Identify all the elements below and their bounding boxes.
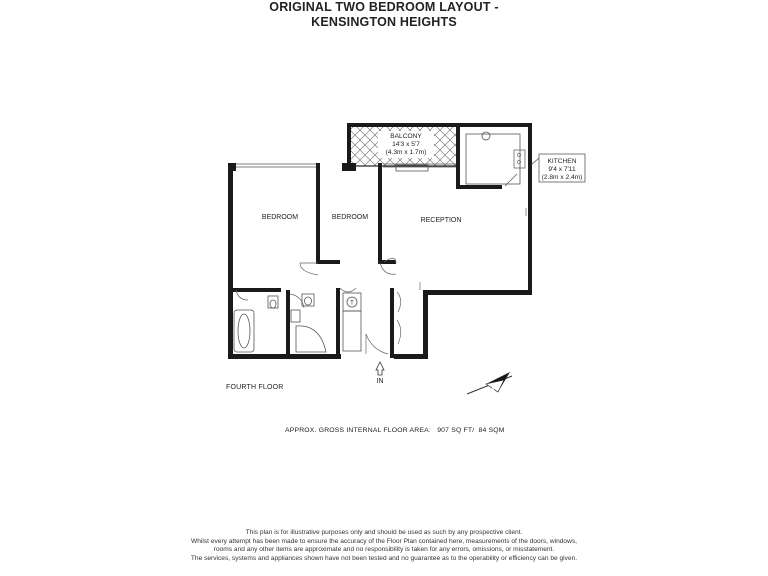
floor-area bbox=[285, 427, 505, 434]
bedroom-2-label: BEDROOM bbox=[331, 214, 369, 221]
disclaimer-line-3: rooms and any other items are approximate and no responsibility is taken for any errors, omissions, or misstatement. bbox=[213, 546, 555, 554]
kitchen bbox=[456, 123, 532, 295]
floor-area-label: APPROX. GROSS INTERNAL FLOOR AREA: bbox=[285, 427, 431, 434]
disclaimer-line-4: The services, systems and appliances shown have not been tested and no guarantee as to the operability or efficiency can be given. bbox=[190, 554, 578, 562]
basin-icon bbox=[291, 310, 300, 322]
compass-icon bbox=[467, 372, 512, 394]
floor-label: FOURTH FLOOR bbox=[226, 384, 284, 391]
hob-icon bbox=[514, 150, 525, 168]
bathroom-fixtures bbox=[234, 293, 361, 352]
kitchen-label bbox=[531, 154, 585, 182]
toilet2-icon bbox=[302, 294, 314, 306]
entrance-arrow-icon bbox=[376, 362, 384, 375]
toilet-icon bbox=[268, 296, 278, 308]
kitchen-size-imperial: 9'4 x 7'11 bbox=[548, 166, 576, 173]
bedroom-1-label: BEDROOM bbox=[261, 214, 299, 221]
balcony-size-metric: (4.3m x 1.7m) bbox=[385, 149, 427, 156]
kitchen-size-metric: (2.8m x 2.4m) bbox=[541, 174, 583, 181]
reception-label: RECEPTION bbox=[420, 217, 462, 224]
svg-text:T: T bbox=[350, 300, 354, 307]
plan-title-line-2: KENSINGTON HEIGHTS bbox=[311, 15, 457, 29]
kitchen-name: KITCHEN bbox=[547, 158, 577, 165]
disclaimer-line-2: Whilst every attempt has been made to ensure the accuracy of the Floor Plan contained here, measurements of the doors, windows, bbox=[191, 537, 577, 545]
balcony-size-imperial: 14'3 x 5'7 bbox=[392, 141, 420, 148]
balcony bbox=[347, 123, 460, 168]
walls bbox=[228, 163, 532, 359]
disclaimer bbox=[0, 529, 768, 563]
disclaimer-line-1: This plan is for illustrative purposes only and should be used as such by any prospective client. bbox=[245, 529, 523, 536]
shower-icon bbox=[296, 326, 326, 352]
plan-title-line-1: ORIGINAL TWO BEDROOM LAYOUT - bbox=[269, 0, 499, 14]
bathtub-icon bbox=[234, 310, 254, 352]
entrance-label: IN bbox=[376, 378, 384, 385]
compass-label: N bbox=[489, 381, 499, 392]
floor-area-imperial: 907 SQ FT/ bbox=[437, 427, 475, 434]
balcony-name: BALCONY bbox=[390, 133, 422, 140]
sink-icon bbox=[482, 132, 490, 140]
floor-area-metric: 84 SQM bbox=[478, 427, 505, 434]
